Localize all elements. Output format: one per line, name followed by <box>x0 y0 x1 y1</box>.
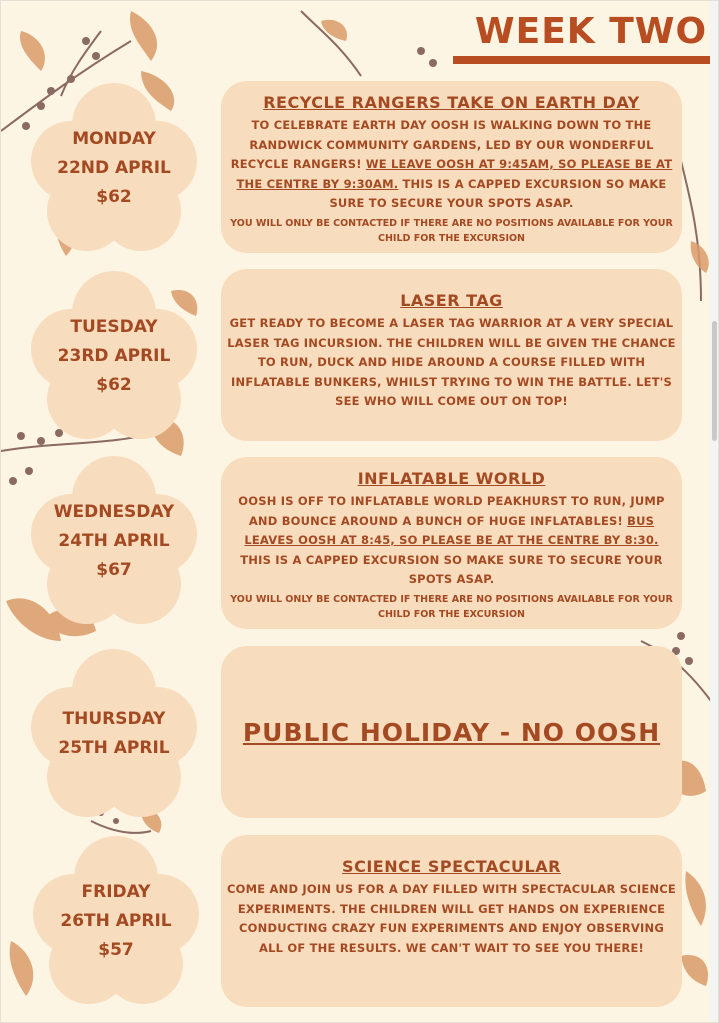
day-flower-thursday <box>29 649 199 819</box>
activity-heading: RECYCLE RANGERS TAKE ON EARTH DAY <box>263 93 640 112</box>
vertical-scrollbar[interactable] <box>710 1 718 1023</box>
activity-card-thursday <box>221 646 682 818</box>
activity-card-tuesday <box>221 269 682 441</box>
activity-note: YOU WILL ONLY BE CONTACTED IF THERE ARE NO POSITIONS AVAILABLE FOR YOUR CHILD FOR THE EXCURSION <box>230 217 673 244</box>
day-date: 26TH APRIL <box>60 910 172 931</box>
day-name: FRIDAY <box>81 881 151 902</box>
day-date: 25TH APRIL <box>58 738 170 758</box>
day-price: $57 <box>98 939 134 960</box>
day-name: THURSDAY <box>62 709 166 729</box>
page-title: WEEK TWO <box>474 11 708 52</box>
title-underline-bar <box>453 56 715 64</box>
day-flower-monday <box>29 83 199 253</box>
activity-card-friday <box>221 835 682 1007</box>
departure-info: WE LEAVE OOSH AT 9:45AM, SO PLEASE BE AT THE CENTRE BY 9:30AM. <box>236 157 673 191</box>
day-price: $67 <box>96 559 132 580</box>
activity-note: YOU WILL ONLY BE CONTACTED IF THERE ARE NO POSITIONS AVAILABLE FOR YOUR CHILD FOR THE EXCURSION <box>230 593 673 620</box>
day-date: 23RD APRIL <box>57 345 171 366</box>
day-name: MONDAY <box>72 128 156 149</box>
day-date: 24TH APRIL <box>58 530 170 551</box>
day-price: $62 <box>96 374 132 395</box>
departure-info: BUS LEAVES OOSH AT 8:45, SO PLEASE BE AT THE CENTRE BY 8:30. <box>244 513 659 547</box>
day-name: TUESDAY <box>70 316 158 337</box>
day-date: 22ND APRIL <box>57 157 171 178</box>
activity-heading: LASER TAG <box>400 291 503 310</box>
day-flower-friday <box>31 836 201 1006</box>
activity-description: OOSH IS OFF TO INFLATABLE WORLD PEAKHURST TO RUN, JUMP AND BOUNCE AROUND A BUNCH OF HUGE INFLATABLES! BUS LEAVES OOSH AT 8:45, SO PLEASE BE AT THE CENTRE BY 8:30. THIS IS A CAPPED EXCURSION SO MAKE SURE TO SECURE YOUR SPOTS ASAP. <box>238 494 665 586</box>
activity-card-wednesday <box>221 457 682 629</box>
day-price: $62 <box>96 186 132 207</box>
day-flower-wednesday <box>29 456 199 626</box>
scrollbar-thumb[interactable] <box>712 321 717 441</box>
activity-heading: SCIENCE SPECTACULAR <box>342 857 561 876</box>
day-name: WEDNESDAY <box>53 501 175 522</box>
activity-description: TO CELEBRATE EARTH DAY OOSH IS WALKING DOWN TO THE RANDWICK COMMUNITY GARDENS, LED BY OUR WONDERFUL RECYCLE RANGERS! WE LEAVE OOSH AT 9:45AM, SO PLEASE BE AT THE CENTRE BY 9:30AM. THIS IS A CAPPED EXCURSION SO MAKE SURE TO SECURE YOUR SPOTS ASAP. <box>230 118 673 210</box>
activity-heading: INFLATABLE WORLD <box>357 469 546 488</box>
activity-card-monday <box>221 81 682 253</box>
public-holiday-notice: PUBLIC HOLIDAY - NO OOSH <box>242 717 661 747</box>
activity-description: COME AND JOIN US FOR A DAY FILLED WITH SPECTACULAR SCIENCE EXPERIMENTS. THE CHILDREN WILL GET HANDS ON EXPERIENCE CONDUCTING CRAZY FUN EXPERIMENTS AND ENJOY OBSERVING ALL OF THE RESULTS. WE CAN'T WAIT TO SEE YOU THERE! <box>227 882 676 955</box>
activity-description: GET READY TO BECOME A LASER TAG WARRIOR AT A VERY SPECIAL LASER TAG INCURSION. THE CHILDREN WILL BE GIVEN THE CHANCE TO RUN, DUCK AND HIDE AROUND A COURSE FILLED WITH INFLATABLE BUNKERS, WHILST TRYING TO WIN THE BATTLE. LET'S SEE WHO WILL COME OUT ON TOP! <box>227 316 676 408</box>
day-flower-tuesday <box>29 271 199 441</box>
